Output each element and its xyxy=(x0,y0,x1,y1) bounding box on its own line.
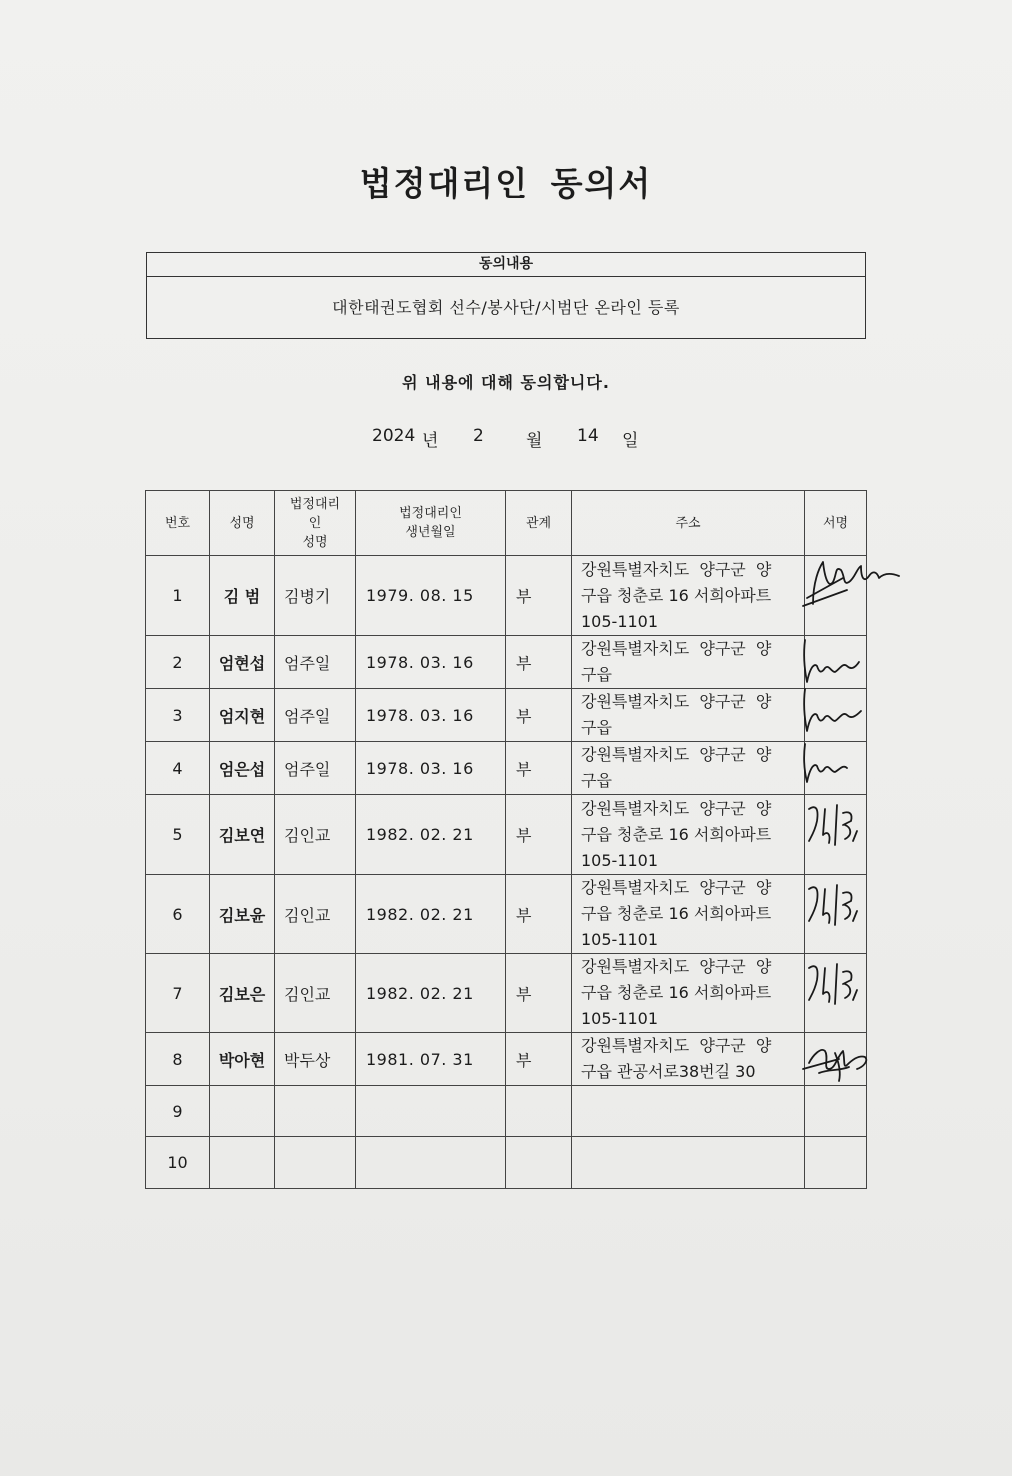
address-line-3: 105-1101 xyxy=(581,1009,659,1028)
member-name xyxy=(210,1137,275,1189)
date-year: 2024 xyxy=(372,426,416,446)
header-number: 번호 xyxy=(146,491,210,556)
guardian-table xyxy=(145,490,867,1189)
address-line-1: 강원특별자치도 양구군 양 xyxy=(581,692,772,711)
address-line-2: 구읍 청춘로 16 서희아파트 xyxy=(581,904,772,923)
handwritten-signature xyxy=(799,791,899,855)
table-row xyxy=(146,636,867,689)
address-line-1: 강원특별자치도 양구군 양 xyxy=(581,798,772,818)
member-name: 박아현 xyxy=(210,1033,275,1086)
header-signature: 서명 xyxy=(805,491,867,556)
header-guardian-birth-line2: 생년월일 xyxy=(405,525,456,540)
address-line-2: 구읍 xyxy=(581,665,612,684)
address-line-3: 105-1101 xyxy=(581,930,659,949)
guardian-birthdate: 1978. 03. 16 xyxy=(356,636,506,689)
guardian-birthdate: 1982. 02. 21 xyxy=(356,875,506,954)
handwritten-signature xyxy=(799,950,899,1014)
guardian-name: 엄주일 xyxy=(275,636,356,689)
date-month: 2 xyxy=(473,426,484,446)
address xyxy=(572,742,805,795)
row-number: 1 xyxy=(146,556,210,636)
address-line-1: 강원특별자치도 양구군 양 xyxy=(581,559,772,579)
member-name: 엄은섭 xyxy=(210,742,275,795)
consent-box xyxy=(146,252,866,339)
signature-cell[interactable] xyxy=(805,636,867,689)
address-line-1: 강원특별자치도 양구군 양 xyxy=(581,878,772,897)
row-number: 9 xyxy=(146,1086,210,1137)
address xyxy=(572,689,805,742)
guardian-name: 엄주일 xyxy=(275,689,356,742)
address-line-2: 구읍 청춘로 16 서희아파트 xyxy=(581,824,772,844)
guardian-name: 김인교 xyxy=(275,795,356,875)
address-line-2: 구읍 청춘로 16 서희아파트 xyxy=(581,983,772,1002)
guardian-name xyxy=(275,1137,356,1189)
date-year-unit: 년 xyxy=(422,431,439,451)
guardian-birthdate: 1978. 03. 16 xyxy=(356,742,506,795)
header-relation: 관계 xyxy=(506,491,572,556)
table-row xyxy=(146,795,867,875)
member-name: 김 범 xyxy=(210,556,275,636)
signature-cell[interactable] xyxy=(805,556,867,636)
signature-cell[interactable] xyxy=(805,1086,867,1137)
table-row xyxy=(146,1033,867,1086)
header-guardian-name xyxy=(275,491,356,556)
table-row xyxy=(146,556,867,636)
address-line-1: 강원특별자치도 양구군 양 xyxy=(581,1036,772,1055)
address-line-2: 구읍 청춘로 16 서희아파트 xyxy=(581,585,772,605)
guardian-name: 김인교 xyxy=(275,875,356,954)
relation xyxy=(506,1137,572,1189)
member-name: 김보연 xyxy=(210,795,275,875)
agreement-statement: 위 내용에 대해 동의합니다. xyxy=(402,373,610,392)
header-guardian-birth-line1: 법정대리인 xyxy=(399,506,462,521)
address-line-2: 구읍 xyxy=(581,771,612,790)
address-line-2: 구읍 관공서로38번길 30 xyxy=(581,1062,756,1081)
relation: 부 xyxy=(506,795,572,875)
relation: 부 xyxy=(506,1033,572,1086)
row-number: 8 xyxy=(146,1033,210,1086)
guardian-birthdate: 1982. 02. 21 xyxy=(356,954,506,1033)
member-name: 김보윤 xyxy=(210,875,275,954)
guardian-name xyxy=(275,1086,356,1137)
relation: 부 xyxy=(506,636,572,689)
member-name: 엄지현 xyxy=(210,689,275,742)
date-month-unit: 월 xyxy=(526,431,543,451)
table-row xyxy=(146,689,867,742)
handwritten-signature xyxy=(799,871,899,935)
row-number: 5 xyxy=(146,795,210,875)
guardian-birthdate: 1981. 07. 31 xyxy=(356,1033,506,1086)
address xyxy=(572,1086,805,1137)
row-number: 2 xyxy=(146,636,210,689)
address-line-1: 강원특별자치도 양구군 양 xyxy=(581,639,772,658)
header-guardian-name-line3: 성명 xyxy=(302,534,328,550)
address xyxy=(572,636,805,689)
guardian-name: 김인교 xyxy=(275,954,356,1033)
header-name: 성명 xyxy=(210,491,275,556)
relation: 부 xyxy=(506,875,572,954)
guardian-name: 김병기 xyxy=(275,556,356,636)
table-row xyxy=(146,954,867,1033)
row-number: 3 xyxy=(146,689,210,742)
row-number: 7 xyxy=(146,954,210,1033)
guardian-birthdate: 1982. 02. 21 xyxy=(356,795,506,875)
date-day-unit: 일 xyxy=(622,431,639,451)
address xyxy=(572,875,805,954)
header-guardian-birth xyxy=(356,491,506,556)
header-address: 주소 xyxy=(572,491,805,556)
relation: 부 xyxy=(506,689,572,742)
guardian-name: 박두상 xyxy=(275,1033,356,1086)
member-name xyxy=(210,1086,275,1137)
signature-cell[interactable] xyxy=(805,795,867,875)
consent-content: 대한태권도협회 선수/봉사단/시범단 온라인 등록 xyxy=(332,298,680,317)
document-title: 법정대리인 동의서 xyxy=(359,164,653,203)
address xyxy=(572,556,805,636)
row-number: 6 xyxy=(146,875,210,954)
header-guardian-name-line1: 법정대리 xyxy=(289,496,341,512)
signature-cell[interactable] xyxy=(805,954,867,1033)
relation: 부 xyxy=(506,742,572,795)
header-guardian-name-line2: 인 xyxy=(308,515,322,531)
table-row xyxy=(146,742,867,795)
address xyxy=(572,1033,805,1086)
address xyxy=(572,954,805,1033)
row-number: 4 xyxy=(146,742,210,795)
guardian-birthdate xyxy=(356,1086,506,1137)
table-row xyxy=(146,875,867,954)
table-header-row xyxy=(146,491,867,556)
address-line-1: 강원특별자치도 양구군 양 xyxy=(581,957,772,976)
relation xyxy=(506,1086,572,1137)
signature-cell[interactable] xyxy=(805,1137,867,1189)
guardian-name: 엄주일 xyxy=(275,742,356,795)
address-line-2: 구읍 xyxy=(581,718,612,737)
row-number: 10 xyxy=(146,1137,210,1189)
signature-cell[interactable] xyxy=(805,875,867,954)
guardian-birthdate: 1979. 08. 15 xyxy=(356,556,506,636)
relation: 부 xyxy=(506,556,572,636)
address-line-1: 강원특별자치도 양구군 양 xyxy=(581,745,772,764)
member-name: 김보은 xyxy=(210,954,275,1033)
signature-cell[interactable] xyxy=(805,1033,867,1086)
address-line-3: 105-1101 xyxy=(581,850,659,870)
relation: 부 xyxy=(506,954,572,1033)
table-row xyxy=(146,1086,867,1137)
address-line-3: 105-1101 xyxy=(581,611,659,631)
address xyxy=(572,1137,805,1189)
member-name: 엄현섭 xyxy=(210,636,275,689)
date-day: 14 xyxy=(577,426,599,446)
guardian-birthdate xyxy=(356,1137,506,1189)
handwritten-signature xyxy=(799,552,899,616)
address xyxy=(572,795,805,875)
handwritten-signature xyxy=(799,1029,899,1093)
guardian-birthdate: 1978. 03. 16 xyxy=(356,689,506,742)
table-row xyxy=(146,1137,867,1189)
signature-cell[interactable] xyxy=(805,689,867,742)
consent-header: 동의내용 xyxy=(147,253,865,277)
signature-cell[interactable] xyxy=(805,742,867,795)
